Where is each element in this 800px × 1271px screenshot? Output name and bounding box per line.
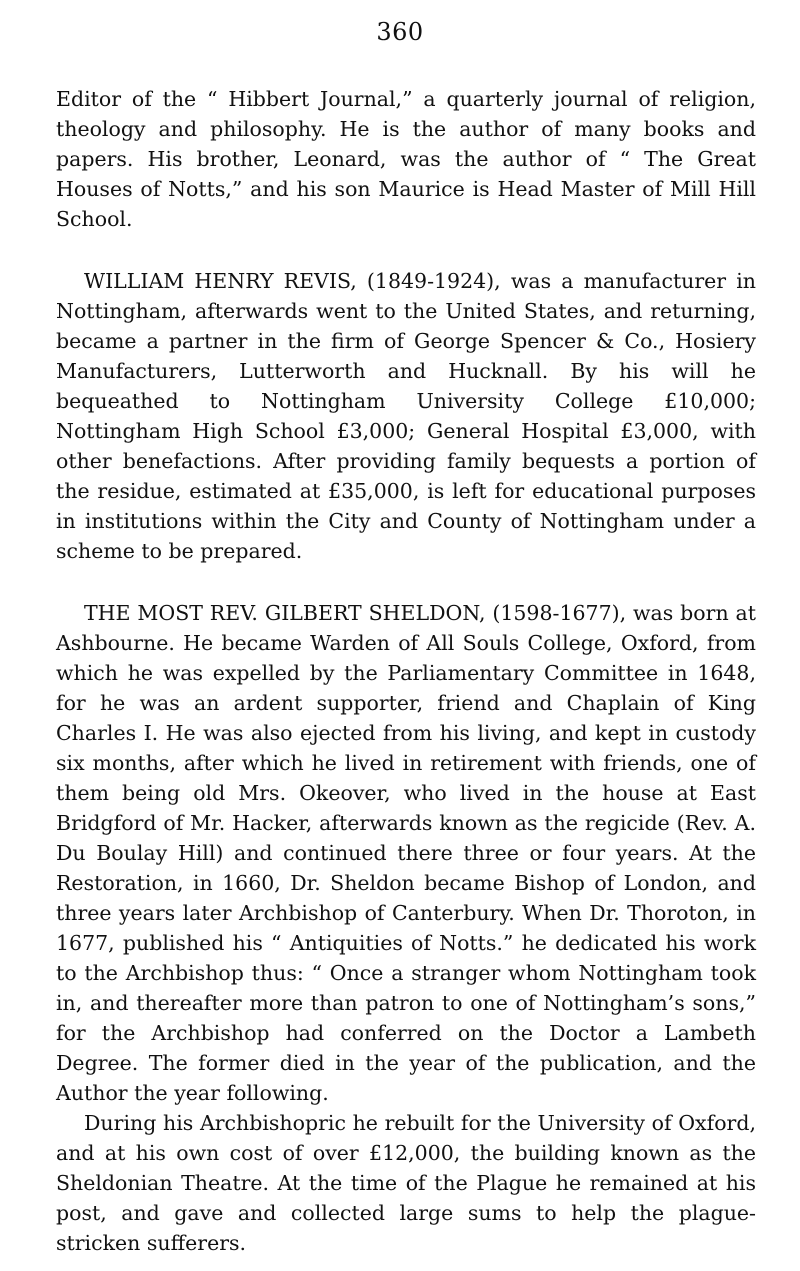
paragraph-hibbert-journal-continuation: Editor of the “ Hibbert Journal,” a quarterly journal of religion, theology and philosophy. He is the author of many books and papers. His brother, Leonard, was the author of “ The Great Houses of Notts,” and his son Maurice is Head Master of Mill Hill School. <box>56 87 756 231</box>
paragraph-gilbert-sheldon: THE MOST REV. GILBERT SHELDON, (1598-1677), was born at Ashbourne. He became Warden of All Souls College, Oxford, from which he was expelled by the Parliamentary Committee in 1648, for he was an ardent supporter, friend and Chaplain of King Charles I. He was also ejected from his living, and kept in custody six months, after which he lived in retirement with friends, one of them being old Mrs. Okeover, who lived in the house at East Bridgford of Mr. Hacker, afterwards known as the regicide (Rev. A. Du Boulay Hill) and continued there three or four years. At the Restoration, in 1660, Dr. Sheldon became Bishop of London, and three years later Archbishop of Canterbury. When Dr. Thoroton, in 1677, published his “ Antiquities of Notts.” he dedicated his work to the Archbishop thus: “ Once a stranger whom Nottingham took in, and thereafter more than patron to one of Nottingham’s sons,” for the Archbishop had conferred on the Doctor a Lambeth Degree. The former died in the year of the publication, and the Author the year following. <box>56 601 756 1105</box>
paragraph-william-henry-revis: WILLIAM HENRY REVIS, (1849-1924), was a manufacturer in Nottingham, afterwards went to the United States, and returning, became a partner in the firm of George Spencer & Co., Hosiery Manufacturers, Lutterworth and Hucknall. By his will he bequeathed to Nottingham University College £10,000; Nottingham High School £3,000; General Hospital £3,000, with other benefactions. After providing family bequests a portion of the residue, estimated at £35,000, is left for educational purposes in institutions within the City and County of Nottingham under a scheme to be prepared. <box>56 269 756 563</box>
paragraph-sheldon-archbishopric: During his Archbishopric he rebuilt for the University of Oxford, and at his own cost of over £12,000, the building known as the Sheldonian Theatre. At the time of the Plague he remained at his post, and gave and collected large sums to help the plague-stricken sufferers. <box>56 1111 756 1255</box>
page-number: 360 <box>376 18 424 46</box>
body-text <box>56 84 756 1258</box>
